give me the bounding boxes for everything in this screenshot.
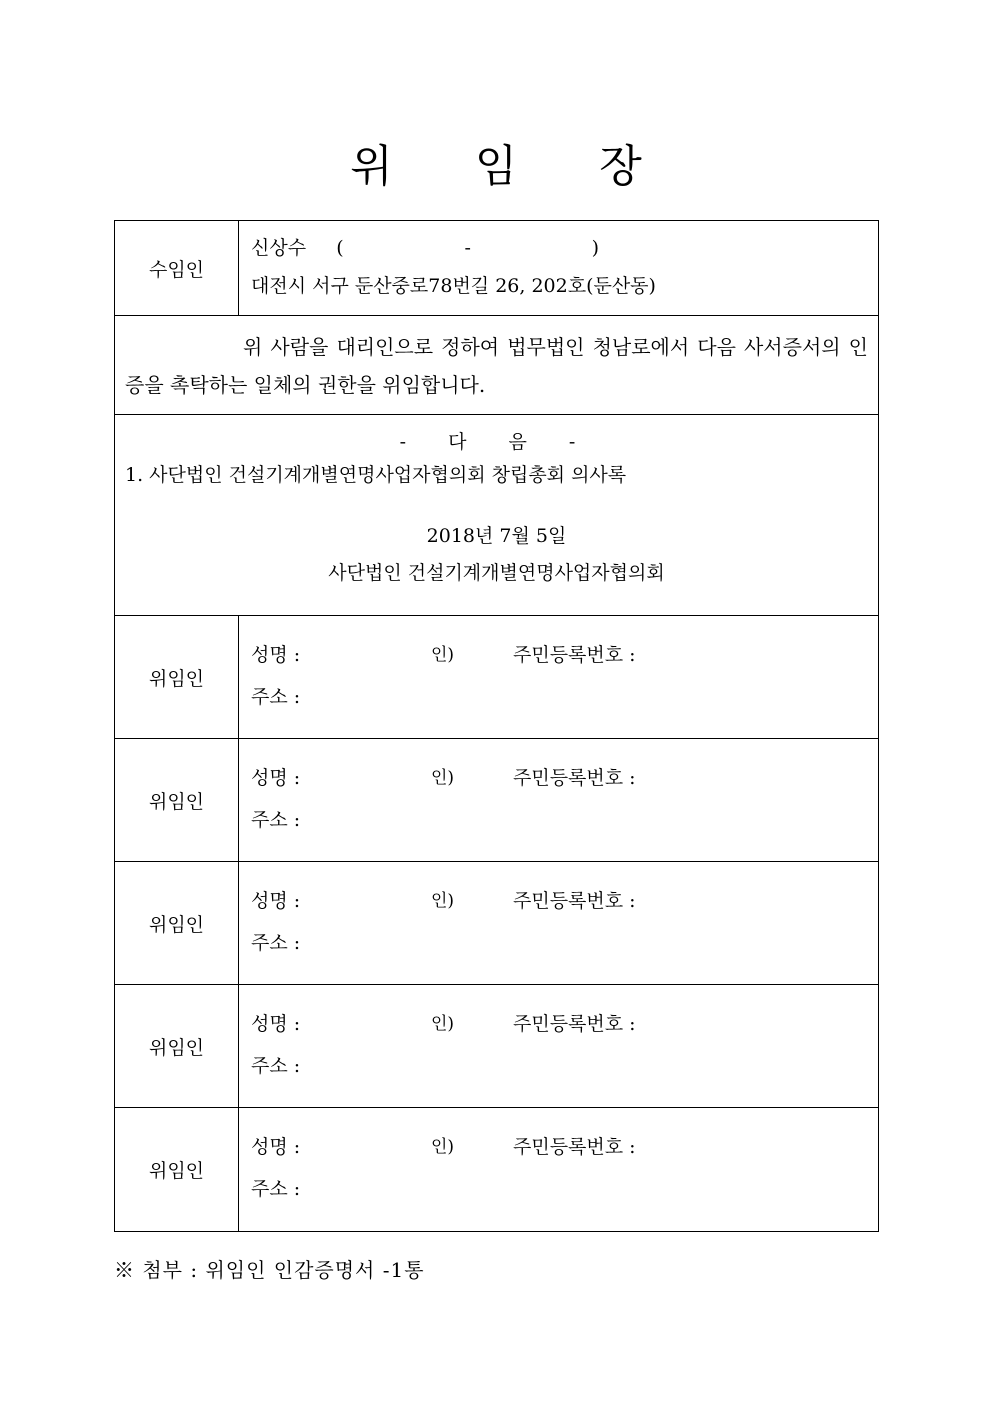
delegator-rrn-field[interactable]: 주민등록번호 :: [513, 890, 636, 912]
delegator-label: 위임인: [115, 739, 239, 861]
delegator-info: [239, 616, 878, 738]
seal-mark: 인): [431, 645, 455, 665]
agent-name: 신상수 ( - ): [251, 237, 600, 259]
delegator-row: [115, 739, 878, 862]
delegator-info: [239, 862, 878, 984]
agent-address: 대전시 서구 둔산중로78번길 26, 202호(둔산동): [251, 275, 656, 297]
next-org: 사단법인 건설기계개별연명사업자협의회: [328, 562, 665, 584]
delegator-rrn-field[interactable]: 주민등록번호 :: [513, 1136, 636, 1158]
agent-row: [115, 221, 878, 316]
delegator-name-field[interactable]: 성명 :: [251, 767, 301, 789]
delegator-address-field[interactable]: 주소 :: [251, 932, 301, 954]
next-row: [115, 415, 878, 616]
next-date: 2018년 7월 5일: [426, 525, 567, 547]
delegator-name-field[interactable]: 성명 :: [251, 1013, 301, 1035]
delegator-rrn-field[interactable]: 주민등록번호 :: [513, 644, 636, 666]
delegator-name-field[interactable]: 성명 :: [251, 644, 301, 666]
delegator-name-field[interactable]: 성명 :: [251, 1136, 301, 1158]
delegator-address-field[interactable]: 주소 :: [251, 1055, 301, 1077]
delegator-label: 위임인: [115, 616, 239, 738]
delegator-address-field[interactable]: 주소 :: [251, 809, 301, 831]
statement-row: [115, 316, 878, 415]
statement-text: [115, 316, 878, 414]
next-item: 1. 사단법인 건설기계개별연명사업자협의회 창립총회 의사록: [125, 464, 627, 486]
delegator-info: [239, 985, 878, 1107]
seal-mark: 인): [431, 1137, 455, 1157]
delegator-rrn-field[interactable]: 주민등록번호 :: [513, 767, 636, 789]
attachment-note: ※ 첨부 : 위임인 인감증명서 -1통: [114, 1258, 425, 1282]
delegator-label: 위임인: [115, 862, 239, 984]
delegator-info: [239, 739, 878, 861]
delegator-row: [115, 616, 878, 739]
next-heading: - 다 음 -: [399, 431, 594, 453]
seal-mark: 인): [431, 768, 455, 788]
delegator-rrn-field[interactable]: 주민등록번호 :: [513, 1013, 636, 1035]
delegator-row: [115, 862, 878, 985]
delegator-label: 위임인: [115, 1108, 239, 1231]
seal-mark: 인): [431, 891, 455, 911]
power-of-attorney-form: [114, 220, 879, 1232]
agent-info: [239, 221, 878, 315]
delegator-address-field[interactable]: 주소 :: [251, 1178, 301, 1200]
statement-body: 위 사람을 대리인으로 정하여 법무법인 청남로에서 다음 사서증서의 인증을 촉탁하는 일체의 권한을 위임합니다.: [125, 335, 868, 397]
delegator-row: [115, 985, 878, 1108]
document-title: 위 임 장: [350, 141, 676, 192]
delegator-row: [115, 1108, 878, 1231]
seal-mark: 인): [431, 1014, 455, 1034]
agent-label: 수임인: [115, 221, 239, 315]
delegator-label: 위임인: [115, 985, 239, 1107]
delegator-name-field[interactable]: 성명 :: [251, 890, 301, 912]
delegator-info: [239, 1108, 878, 1231]
delegator-address-field[interactable]: 주소 :: [251, 686, 301, 708]
